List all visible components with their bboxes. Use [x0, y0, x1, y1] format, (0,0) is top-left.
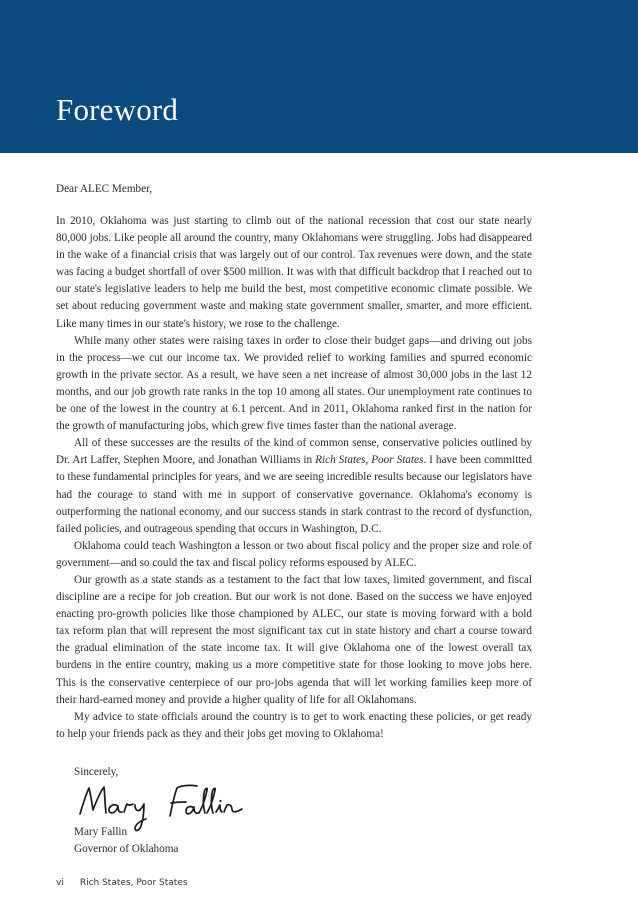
letter-body [56, 213, 532, 743]
paragraph-3-end: . I have been committed to these fundamental principles for years, and we are seeing incredible results because our legislators have had the courage to stand with me in support of conservative governance. Oklahoma's economy is outperforming the national economy, and our success stands in stark contrast to the record of dysfunction, failed policies, and outrageous spending that occurs in Washington, D.C. [56, 454, 532, 535]
signer-block [74, 824, 178, 858]
footer-book-title: Rich States, Poor States [79, 878, 188, 888]
paragraph-4: Oklahoma could teach Washington a lesson or two about fiscal policy and the proper size and role of government—and so could the tax and fiscal policy reforms espoused by ALEC. [56, 539, 532, 569]
signer-name: Mary Fallin [74, 826, 128, 838]
paragraph-2: While many other states were raising taxes in order to close their budget gaps—and driving out jobs in the process—we cut our income tax. We provided relief to working families and spurred economic growth in the private sector. As a result, we have seen a net increase of almost 30,000 jobs in the last 12 months, and our job growth rate ranks in the top 10 among all states. Our unemployment rate continues to be one of the lowest in the country at 6.1 percent. And in 2011, Oklahoma ranked first in the nation for the growth of manufacturing jobs, which grew five times faster than the national average. [56, 334, 532, 433]
paragraph-3-start: All of these successes are the results of the kind of common sense, conservative policies outlined by Dr. Art Laffer, Stephen Moore, and Jonathan Williams in [56, 437, 532, 467]
paragraph-3 [56, 435, 532, 538]
paragraph-1: In 2010, Oklahoma was just starting to climb out of the national recession that cost our state nearly 80,000 jobs. Like people all around the country, many Oklahomans were struggling. Jobs had disappeared in the wake of a financial crisis that was largely out of our control. Tax revenues were down, and the state was facing a budget shortfall of over $500 million. It was with that difficult backdrop that I reached out to our state's legislative leaders to help me build the best, most competitive economic climate possible. We set about reducing government waste and making state government smaller, smarter, and more efficient. Like many times in our state's history, we rose to the challenge. [56, 215, 532, 330]
book-title-reference: Rich States, Poor States [315, 454, 424, 467]
paragraph-5: Our growth as a state stands as a testament to the fact that low taxes, limited government, and fiscal discipline are a recipe for job creation. But our work is not done. Based on the success we have enjoyed enacting pro-growth policies like those championed by ALEC, our state is moving forward with a bold tax reform plan that will represent the most significant tax cut in state history and chart a course toward the gradual elimination of the state income tax. It will give Oklahoma one of the lowest overall tax burdens in the entire country, making us a more competitive state for those looking to move jobs here. This is the conservative centerpiece of our pro-jobs agenda that will let working families keep more of their hard-earned money and provide a higher quality of life for all Oklahomans. [56, 573, 532, 706]
salutation: Dear ALEC Member, [56, 183, 153, 195]
paragraph-6: My advice to state officials around the country is to get to work enacting these policies, or get ready to help your friends pack as they and their jobs get moving to Oklahoma! [56, 710, 532, 740]
page-title: Foreword [56, 92, 179, 127]
page-number: vi [56, 878, 64, 888]
closing: Sincerely, [74, 766, 119, 778]
page-footer [56, 878, 188, 888]
signer-title: Governor of Oklahoma [74, 843, 179, 855]
header-banner [0, 0, 638, 153]
